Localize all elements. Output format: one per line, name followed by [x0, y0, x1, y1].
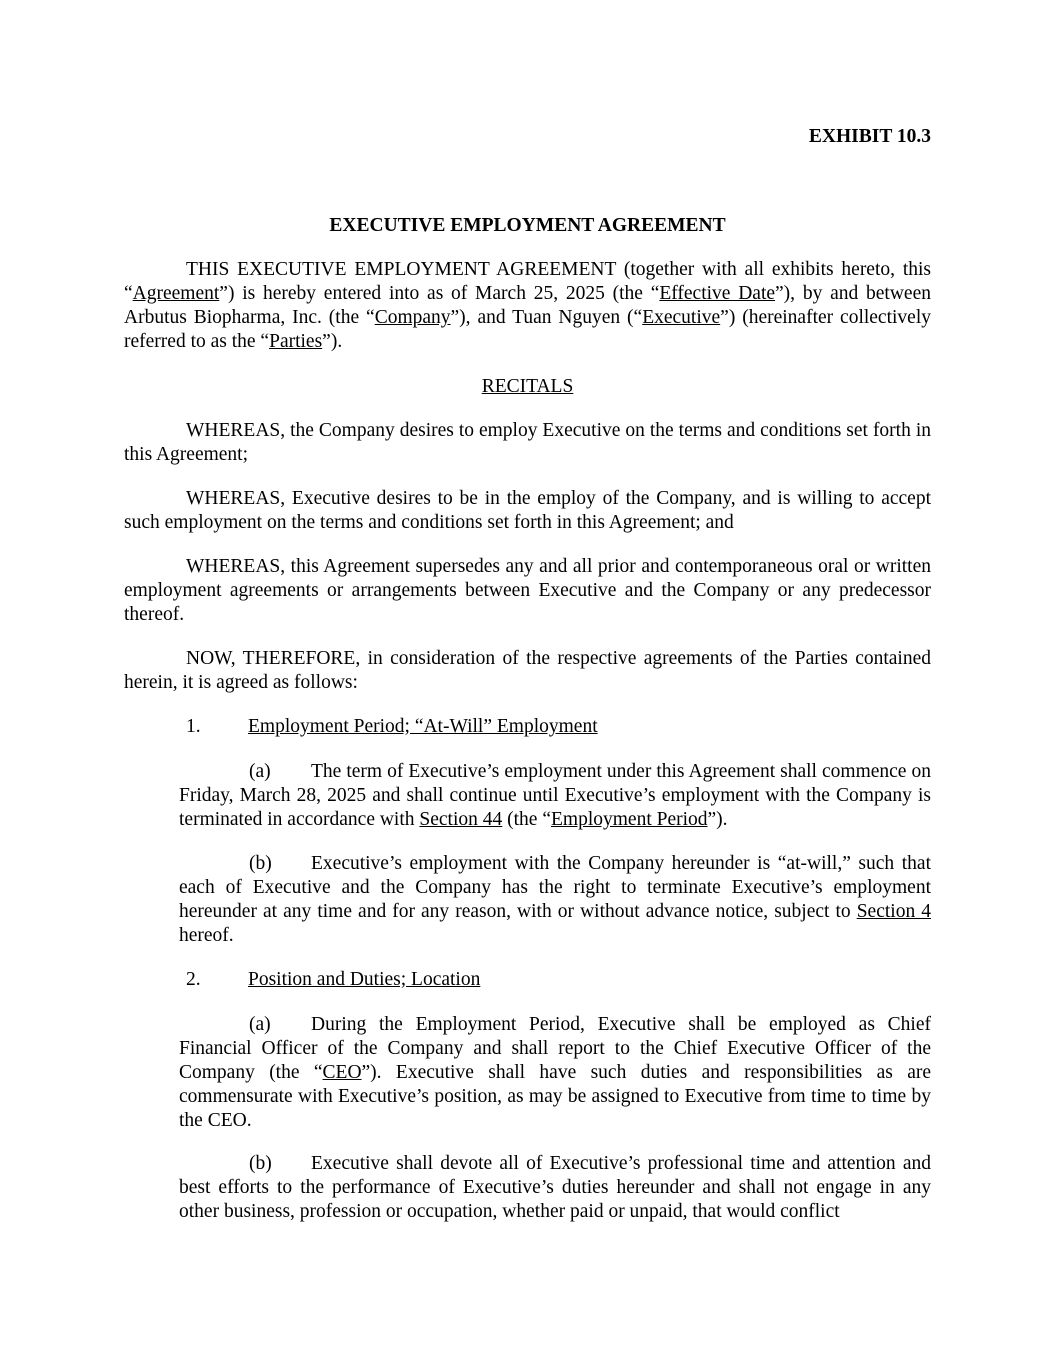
section-1b-paragraph: [179, 852, 931, 948]
section-1b-text-1: Executive’s employment with the Company hereunder is “at-will,” such that each of Executive and the Company has the right to terminate Executive’s employment hereunder at any time and for any reason, with or without advance notice, subject to: [179, 853, 931, 922]
whereas-paragraph-3: WHEREAS, this Agreement supersedes any and all prior and contemporaneous oral or written employment agreements or arrangements between Executive and the Company or any predecessor thereof.: [124, 556, 931, 625]
document-title: EXECUTIVE EMPLOYMENT AGREEMENT: [329, 215, 726, 236]
section-2a-text-1: During the Employment Period, Executive shall be employed as Chief Financial Officer of the Company and shall report to the Chief Executive Officer of the Company (the “: [179, 1014, 931, 1083]
section-1a-paragraph: [179, 760, 931, 832]
clause-label: (b): [249, 853, 272, 874]
section-1a-text-1: The term of Executive’s employment under this Agreement shall commence on Friday, March 28, 2025 and shall continue until Executive’s employment with the Company is terminated in accordance with: [179, 761, 931, 830]
section-2b-text-1: Executive shall devote all of Executive’s professional time and attention and best efforts to the performance of Executive’s duties hereunder and shall not engage in any other business, profession or occupation, whether paid or unpaid, that would conflict: [179, 1153, 931, 1222]
section-2b-paragraph: [179, 1152, 931, 1224]
section-2-number: 2.: [186, 969, 201, 990]
section-2-title: Position and Duties; Location: [248, 969, 481, 990]
section-1a-text-3: ”).: [707, 809, 728, 830]
defined-term-company: Company: [374, 307, 451, 328]
now-therefore-paragraph: NOW, THEREFORE, in consideration of the respective agreements of the Parties contained herein, it is agreed as follows:: [124, 648, 931, 693]
section-1-heading: [186, 715, 598, 739]
recitals-heading-text: RECITALS: [481, 376, 574, 397]
whereas-paragraph-1: WHEREAS, the Company desires to employ Executive on the terms and conditions set forth in this Agreement;: [124, 420, 931, 465]
defined-term-ceo: CEO: [322, 1062, 362, 1083]
section-1a-text-2: (the “: [502, 809, 551, 830]
section-2-heading: [186, 968, 480, 992]
clause-label: (a): [249, 1014, 271, 1035]
intro-text-5: ”) (hereinafter collectively referred to as the “: [124, 307, 931, 352]
whereas-paragraph-2: WHEREAS, Executive desires to be in the employ of the Company, and is willing to accept such employment on the terms and conditions set forth in this Agreement; and: [124, 488, 931, 533]
section-1-title: Employment Period; “At-Will” Employment: [248, 716, 598, 737]
intro-text-3: ”), by and between Arbutus Biopharma, Inc. (the “: [124, 283, 931, 328]
intro-text-6: ”).: [322, 331, 343, 352]
defined-term-agreement: Agreement: [132, 283, 220, 304]
intro-paragraph: [124, 258, 931, 354]
defined-term-parties: Parties: [269, 331, 323, 352]
intro-text-4: ”), and Tuan Nguyen (“: [450, 307, 643, 328]
intro-text-2: ”) is hereby entered into as of March 25, 2025 (the “: [219, 283, 660, 304]
clause-label: (a): [249, 761, 271, 782]
section-2a-paragraph: [179, 1013, 931, 1133]
exhibit-label: EXHIBIT 10.3: [808, 126, 931, 147]
section-2a-text-2: ”). Executive shall have such duties and responsibilities as are commensurate with Executive’s position, as may be assigned to Executive from time to time by the CEO.: [179, 1062, 931, 1131]
section-1b-text-2: hereof.: [179, 925, 234, 946]
defined-term-executive: Executive: [642, 307, 721, 328]
defined-term-employment-period: Employment Period: [551, 809, 708, 830]
section-reference: Section 4: [856, 901, 931, 922]
section-reference: Section 44: [419, 809, 503, 830]
defined-term-effective-date: Effective Date: [659, 283, 776, 304]
section-1-number: 1.: [186, 716, 201, 737]
recitals-heading: [124, 375, 931, 399]
intro-text-1: THIS EXECUTIVE EMPLOYMENT AGREEMENT (together with all exhibits hereto, this “: [124, 259, 931, 304]
clause-label: (b): [249, 1153, 272, 1174]
